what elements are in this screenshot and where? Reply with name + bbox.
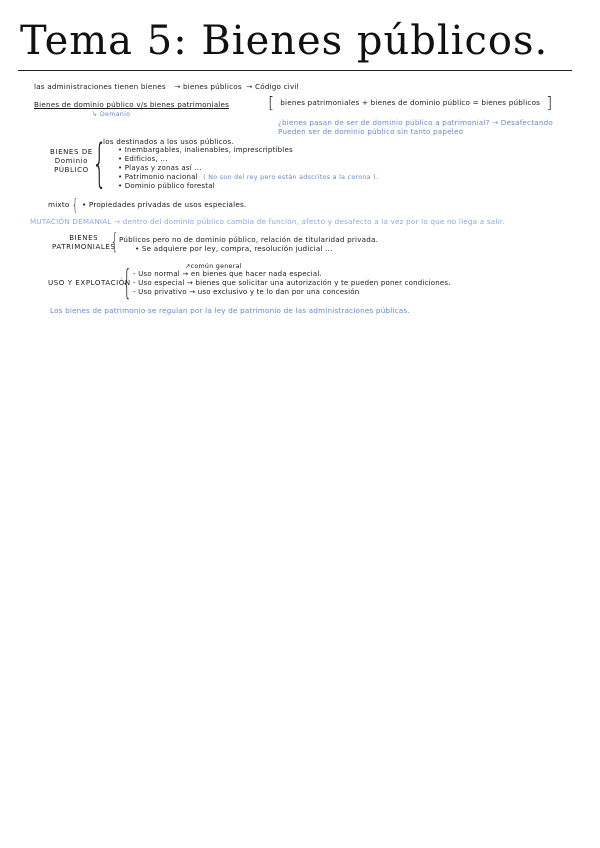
brace-icon: { (111, 230, 118, 255)
mixto-label: mixto (48, 200, 70, 209)
arrow-icon: → (246, 82, 253, 91)
equation-text: bienes patrimoniales + bienes de dominio público = bienes públicos (280, 98, 541, 107)
question-1: ¿bienes pasan de ser de dominio público a patrimonial? → Desafectando (278, 118, 553, 127)
patrimoniales-label: BIENES PATRIMONIALES (52, 234, 116, 251)
left-bracket: [ (268, 93, 275, 112)
mutacion-demanial: MUTACIÓN DEMANIAL → dentro del dominio público cambia de función, afecto y desafecto a la vez por lo que no llega a salir. (30, 217, 505, 226)
page-title: Tema 5: Bienes públicos. (20, 18, 549, 64)
uso-list (133, 270, 451, 297)
mixto-text: • Propiedades privadas de usos especiales. (82, 200, 247, 209)
patrimonio-note: ( No son del rey pero están adscritos a la corona ). (203, 174, 379, 181)
list-item: • Dominio público forestal (118, 182, 215, 190)
brace-icon: { (92, 134, 107, 194)
demanio-note: ↳ Demanio (92, 111, 131, 118)
title-underline (18, 70, 572, 71)
list-item: - Uso especial → bienes que solicitar una autorización y te pueden poner condiciones. (133, 279, 451, 287)
dominio-publico-list (118, 146, 378, 191)
intro-subject: las administraciones tienen bienes (34, 82, 166, 91)
list-item: • Patrimonio nacional ( No son del rey pero están adscritos a la corona ). (118, 173, 379, 181)
patrimoniales-item: • Se adquiere por ley, compra, resolución judicial ... (135, 244, 333, 253)
dominio-publico-label: BIENES DE Dominio PÚBLICO (50, 148, 93, 174)
footer-note: Los bienes de patrimonio se regulan por la ley de patrimonio de las administraciones públicas. (50, 306, 410, 315)
patrimoniales-text: Públicos pero no de dominio público, relación de titularidad privada. (119, 235, 379, 244)
right-bracket: ] (546, 93, 553, 112)
dominio-publico-intro: los destinados a los usos públicos. (103, 137, 234, 146)
list-item: • Edificios, ... (118, 155, 168, 163)
bracket-equation (268, 93, 552, 112)
arrow-icon: → (174, 82, 181, 91)
brace-icon: { (72, 195, 79, 214)
comun-general-note: ↗común general (185, 263, 242, 270)
question-2: Pueden ser de dominio público sin tanto papeleo (278, 127, 464, 136)
intro-middle: bienes públicos (183, 82, 242, 91)
brace-icon: { (122, 263, 132, 303)
list-item: - Uso privativo → uso exclusivo y te lo dan por una concesión (133, 288, 360, 296)
list-item: • Inembargables, inalienables, imprescriptibles (118, 146, 293, 154)
intro-end: Código civil (255, 82, 299, 91)
uso-label: USO Y EXPLOTACIÓN (48, 279, 131, 287)
comparison-heading: Bienes de dominio público v/s bienes patrimoniales (34, 100, 230, 109)
intro-line (34, 82, 299, 91)
list-item: • Playas y zonas así ... (118, 164, 202, 172)
list-item: - Uso normal → en bienes que hacer nada especial. (133, 270, 322, 278)
